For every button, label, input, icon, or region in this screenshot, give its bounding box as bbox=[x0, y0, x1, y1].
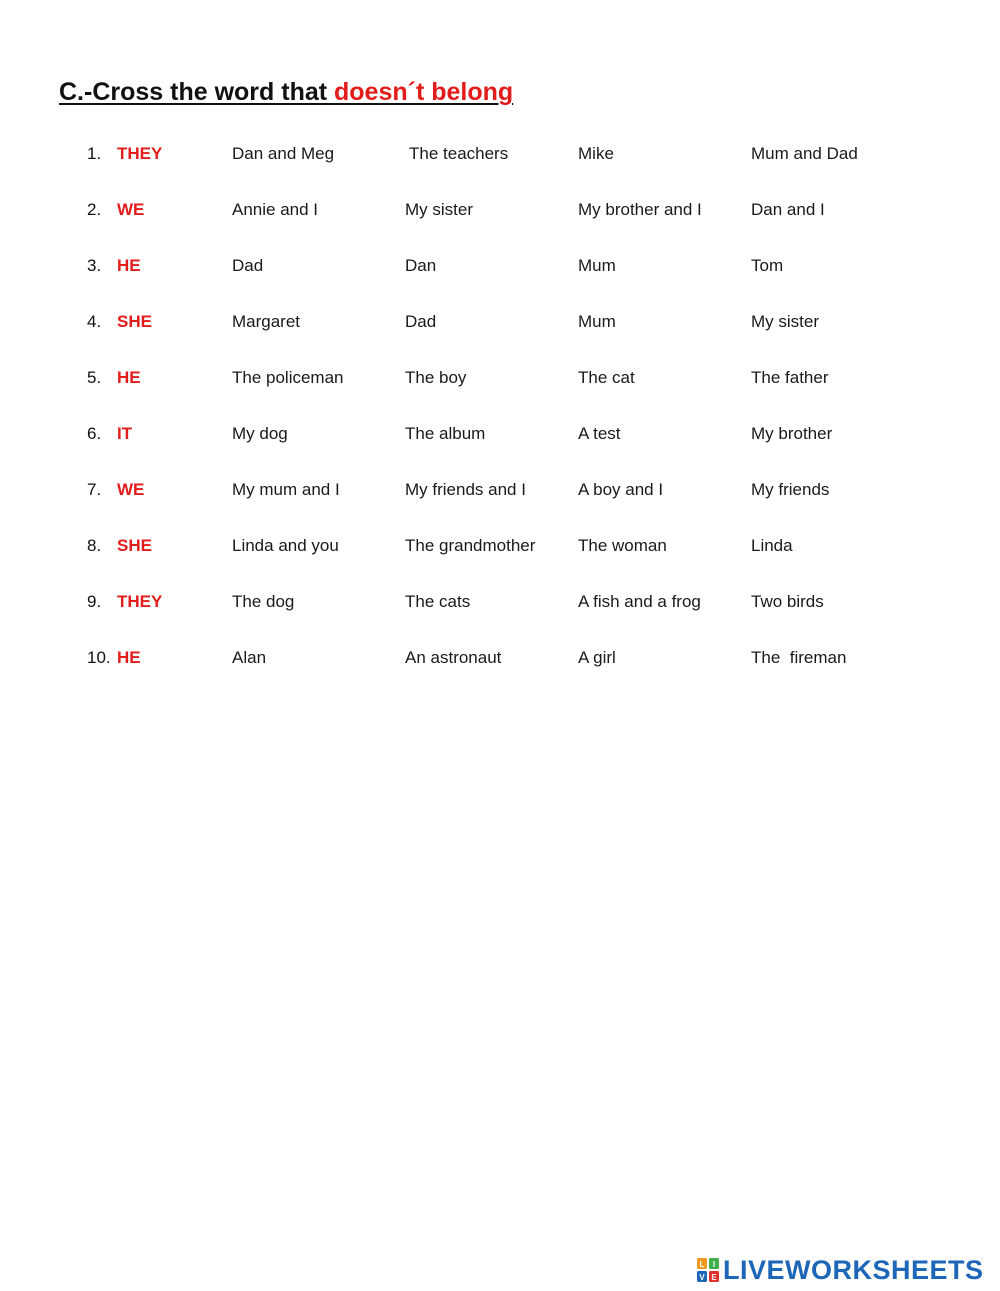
word-option[interactable]: The album bbox=[405, 424, 486, 443]
word-option[interactable]: The cats bbox=[405, 592, 471, 611]
row-pronoun: HE bbox=[117, 256, 141, 275]
row-pronoun: THEY bbox=[117, 592, 163, 611]
word-option[interactable]: My brother bbox=[751, 424, 833, 443]
word-option[interactable]: The woman bbox=[578, 536, 667, 555]
row-pronoun: HE bbox=[117, 648, 141, 667]
title-highlight: doesn´t belong bbox=[334, 78, 514, 106]
word-option[interactable]: Margaret bbox=[232, 312, 301, 331]
row-pronoun: THEY bbox=[117, 144, 163, 163]
word-option[interactable]: The grandmother bbox=[405, 536, 536, 555]
word-option[interactable]: The fireman bbox=[751, 648, 847, 667]
exercise-row bbox=[0, 643, 1000, 673]
word-option[interactable]: Two birds bbox=[751, 592, 824, 611]
word-option[interactable]: Tom bbox=[751, 256, 784, 275]
exercise-row bbox=[0, 475, 1000, 505]
row-pronoun: HE bbox=[117, 368, 141, 387]
word-option[interactable]: The teachers bbox=[409, 144, 509, 163]
exercise-row bbox=[0, 363, 1000, 393]
row-number: 10. bbox=[87, 648, 111, 667]
word-option[interactable]: The father bbox=[751, 368, 829, 387]
liveworksheets-logo-icon bbox=[697, 1258, 719, 1282]
word-option[interactable]: Dad bbox=[232, 256, 264, 275]
word-option[interactable]: My brother and I bbox=[578, 200, 702, 219]
worksheet-title bbox=[59, 78, 513, 107]
word-option[interactable]: A girl bbox=[578, 648, 616, 667]
exercise-row bbox=[0, 531, 1000, 561]
word-option[interactable]: Alan bbox=[232, 648, 267, 667]
exercise-row bbox=[0, 139, 1000, 169]
row-pronoun: IT bbox=[117, 424, 133, 443]
row-number: 5. bbox=[87, 368, 102, 387]
word-option[interactable]: Linda bbox=[751, 536, 793, 555]
word-option[interactable]: The cat bbox=[578, 368, 635, 387]
word-option[interactable]: Mike bbox=[578, 144, 614, 163]
word-option[interactable]: My friends and I bbox=[405, 480, 526, 499]
word-option[interactable]: Mum bbox=[578, 256, 616, 275]
word-option[interactable]: Dan and I bbox=[751, 200, 825, 219]
row-pronoun: SHE bbox=[117, 536, 152, 555]
liveworksheets-logo[interactable] bbox=[697, 1254, 984, 1286]
exercise-row bbox=[0, 419, 1000, 449]
exercise-row bbox=[0, 587, 1000, 617]
word-option[interactable]: Dan and Meg bbox=[232, 144, 335, 163]
svg-text:L: L bbox=[699, 1260, 705, 1269]
word-option[interactable]: My sister bbox=[751, 312, 819, 331]
word-option[interactable]: Mum bbox=[578, 312, 616, 331]
row-number: 4. bbox=[87, 312, 102, 331]
word-option[interactable]: Mum and Dad bbox=[751, 144, 858, 163]
word-option[interactable]: My dog bbox=[232, 424, 288, 443]
word-option[interactable]: An astronaut bbox=[405, 648, 502, 667]
exercise-row bbox=[0, 195, 1000, 225]
row-number: 8. bbox=[87, 536, 102, 555]
word-option[interactable]: The boy bbox=[405, 368, 467, 387]
exercise-row bbox=[0, 307, 1000, 337]
row-number: 7. bbox=[87, 480, 102, 499]
word-option[interactable]: Dad bbox=[405, 312, 437, 331]
row-number: 9. bbox=[87, 592, 102, 611]
word-option[interactable]: Annie and I bbox=[232, 200, 319, 219]
word-option[interactable]: A boy and I bbox=[578, 480, 664, 499]
title-prefix: C.-Cross the word that bbox=[59, 78, 335, 106]
word-option[interactable]: The policeman bbox=[232, 368, 344, 387]
word-option[interactable]: Linda and you bbox=[232, 536, 339, 555]
word-option[interactable]: My sister bbox=[405, 200, 473, 219]
row-number: 1. bbox=[87, 144, 102, 163]
word-option[interactable]: The dog bbox=[232, 592, 295, 611]
svg-text:E: E bbox=[711, 1273, 717, 1282]
row-pronoun: WE bbox=[117, 200, 145, 219]
row-pronoun: SHE bbox=[117, 312, 152, 331]
exercise-row bbox=[0, 251, 1000, 281]
word-option[interactable]: My friends bbox=[751, 480, 830, 499]
word-option[interactable]: A fish and a frog bbox=[578, 592, 701, 611]
word-option[interactable]: My mum and I bbox=[232, 480, 340, 499]
svg-text:I: I bbox=[712, 1260, 716, 1269]
word-option[interactable]: A test bbox=[578, 424, 621, 443]
svg-text:V: V bbox=[699, 1273, 705, 1282]
logo-text: LIVEWORKSHEETS bbox=[723, 1254, 984, 1285]
row-number: 2. bbox=[87, 200, 102, 219]
row-number: 3. bbox=[87, 256, 102, 275]
row-number: 6. bbox=[87, 424, 102, 443]
word-option[interactable]: Dan bbox=[405, 256, 437, 275]
row-pronoun: WE bbox=[117, 480, 145, 499]
